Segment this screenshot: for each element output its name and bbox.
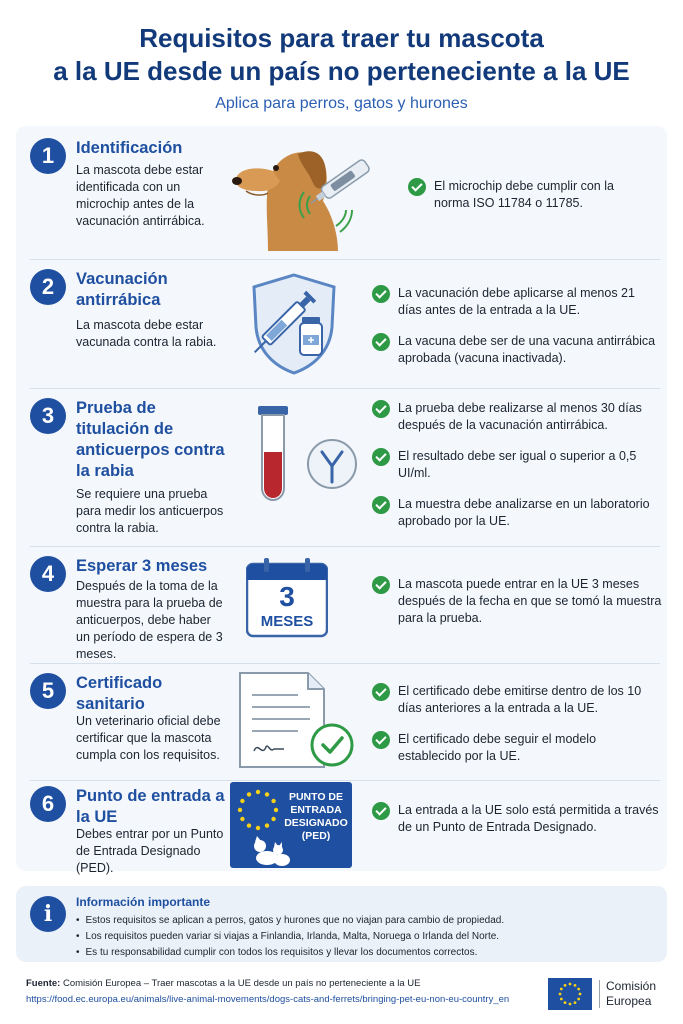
check-icon bbox=[372, 683, 390, 701]
step-checks bbox=[372, 802, 662, 850]
check-item bbox=[372, 448, 662, 482]
check-icon bbox=[372, 731, 390, 749]
step-description: La mascota debe estar identificada con un microchip antes de la vacunación antirrábica. bbox=[76, 163, 205, 228]
logo-text-line1: Comisión bbox=[606, 979, 657, 993]
check-text: El resultado debe ser igual o superior a 0,5 UI/ml. bbox=[398, 449, 637, 480]
check-item bbox=[372, 802, 662, 836]
eu-star bbox=[574, 984, 577, 987]
check-icon bbox=[408, 178, 426, 196]
eu-star bbox=[560, 988, 563, 991]
eu-star bbox=[560, 998, 563, 1001]
step-checks bbox=[372, 285, 662, 381]
certificate-illustration bbox=[238, 671, 358, 771]
info-list bbox=[76, 913, 504, 961]
step-title: Vacunación antirrábica bbox=[76, 270, 168, 309]
step-number: 1 bbox=[30, 138, 66, 174]
eu-star bbox=[238, 808, 242, 812]
check-text: La vacuna debe ser de una vacuna antirrábica aprobada (vacuna inactivada). bbox=[398, 334, 656, 365]
footer-source bbox=[26, 978, 420, 989]
eu-star bbox=[271, 799, 275, 803]
info-title: Información importante bbox=[76, 895, 211, 909]
check-text: La vacunación debe aplicarse al menos 21 días antes de la entrada a la UE. bbox=[398, 286, 635, 317]
step-title: Punto de entrada a la UE bbox=[76, 787, 225, 826]
step-description: Un veterinario oficial debe certificar que la mascota cumpla con los requisitos. bbox=[76, 714, 221, 762]
eu-star bbox=[265, 823, 269, 827]
eu-star bbox=[574, 1001, 577, 1004]
eu-star bbox=[564, 1001, 567, 1004]
check-text: La mascota puede entrar en la UE 3 meses después de la fecha en que se tomó la muestra para la prueba. bbox=[398, 577, 662, 625]
check-text: El microchip debe cumplir con la norma ISO 11784 o 11785. bbox=[434, 179, 614, 210]
dog-icon bbox=[228, 136, 388, 251]
step-health-certificate bbox=[16, 663, 667, 780]
calendar-number: 3 bbox=[279, 581, 295, 612]
check-item bbox=[372, 333, 662, 367]
eu-flag-icon bbox=[548, 978, 592, 1010]
shield-icon bbox=[248, 271, 340, 376]
logo-text-line2: Europea bbox=[606, 994, 652, 1008]
check-text: El certificado debe seguir el modelo establecido por la UE. bbox=[398, 732, 597, 763]
eu-star bbox=[247, 823, 251, 827]
check-item bbox=[372, 731, 662, 765]
step-checks bbox=[372, 683, 662, 779]
check-item bbox=[372, 683, 662, 717]
page-subtitle: Aplica para perros, gatos y hurones bbox=[215, 95, 468, 112]
certificate-icon bbox=[238, 671, 358, 771]
step-number: 2 bbox=[30, 269, 66, 305]
test-tube-icon bbox=[254, 404, 364, 504]
logo-separator bbox=[599, 980, 600, 1008]
step-number: 4 bbox=[30, 556, 66, 592]
step-wait-3-months bbox=[16, 546, 667, 663]
step-number: 5 bbox=[30, 673, 66, 709]
eu-star bbox=[274, 808, 278, 812]
ped-badge-text: PUNTO DE ENTRADA DESIGNADO (PED) bbox=[284, 791, 348, 842]
eu-star bbox=[271, 817, 275, 821]
eu-star bbox=[577, 988, 580, 991]
logo-text bbox=[606, 979, 656, 1009]
info-item: • Los requisitos pueden variar si viajas a Finlandia, Irlanda, Malta, Noruega o Irlanda del Norte. bbox=[76, 929, 504, 945]
check-item bbox=[372, 576, 662, 627]
step-antibody-test bbox=[16, 388, 667, 546]
step-title: Certificado sanitario bbox=[76, 674, 163, 713]
page-title-line1: Requisitos para traer tu mascota bbox=[139, 23, 544, 53]
dog-microchip-illustration bbox=[228, 136, 388, 251]
check-item bbox=[372, 285, 662, 319]
step-checks bbox=[372, 400, 662, 544]
step-number: 3 bbox=[30, 398, 66, 434]
eu-star bbox=[256, 826, 260, 830]
step-number: 6 bbox=[30, 786, 66, 822]
check-icon bbox=[372, 285, 390, 303]
eu-star bbox=[240, 799, 244, 803]
check-icon bbox=[372, 576, 390, 594]
check-icon bbox=[372, 448, 390, 466]
footer-source-link[interactable]: https://food.ec.europa.eu/animals/live-animal-movements/dogs-cats-and-ferrets/bringing-pet-eu-non-eu-country_en bbox=[26, 994, 510, 1005]
footer-source-label: Fuente: bbox=[26, 978, 61, 989]
step-checks bbox=[372, 576, 662, 641]
check-text: La entrada a la UE solo está permitida a través de un Punto de Entrada Designado. bbox=[398, 803, 659, 834]
step-title: Esperar 3 meses bbox=[76, 557, 208, 575]
european-commission-logo bbox=[548, 978, 668, 1012]
step-entry-point bbox=[16, 780, 667, 875]
eu-star bbox=[577, 998, 580, 1001]
check-item bbox=[372, 400, 662, 434]
info-item: • Estos requisitos se aplican a perros, gatos y hurones que no viajan para cambio de propiedad. bbox=[76, 913, 504, 929]
check-icon bbox=[372, 400, 390, 418]
step-title: Identificación bbox=[76, 139, 183, 157]
blood-test-illustration bbox=[254, 404, 364, 504]
check-item bbox=[372, 496, 662, 530]
step-description: Después de la toma de la muestra para la prueba de anticuerpos, debe haber un período de espera de 3 meses. bbox=[76, 579, 223, 661]
eu-star bbox=[240, 817, 244, 821]
shield-vaccine-illustration bbox=[248, 271, 340, 376]
step-description: Debes entrar por un Punto de Entrada Designado (PED). bbox=[76, 827, 224, 875]
page-title bbox=[0, 22, 683, 88]
calendar-label: MESES bbox=[260, 613, 314, 630]
eu-star bbox=[265, 792, 269, 796]
ped-badge bbox=[230, 782, 352, 868]
footer-source-text: Comisión Europea – Traer mascotas a la UE desde un país no perteneciente a la UE bbox=[62, 978, 421, 989]
calendar-illustration bbox=[246, 556, 328, 638]
check-text: La muestra debe analizarse en un laboratorio aprobado por la UE. bbox=[398, 497, 650, 528]
step-rabies-vaccination bbox=[16, 259, 667, 388]
eu-star bbox=[247, 792, 251, 796]
eu-star bbox=[569, 1003, 572, 1006]
check-text: La prueba debe realizarse al menos 30 días después de la vacunación antirrábica. bbox=[398, 401, 642, 432]
info-icon: i bbox=[30, 896, 66, 932]
info-item: • Es tu responsabilidad cumplir con todos los requisitos y llevar los documentos correctos. bbox=[76, 945, 504, 961]
check-icon bbox=[372, 802, 390, 820]
important-info-box bbox=[16, 886, 667, 962]
eu-star bbox=[569, 983, 572, 986]
step-description: Se requiere una prueba para medir los anticuerpos contra la rabia. bbox=[76, 487, 224, 535]
eu-star bbox=[564, 984, 567, 987]
eu-star bbox=[256, 790, 260, 794]
check-icon bbox=[372, 496, 390, 514]
step-title: Prueba de titulación de anticuerpos contra la rabia bbox=[76, 399, 225, 480]
check-item bbox=[408, 178, 648, 212]
check-text: El certificado debe emitirse dentro de los 10 días anteriores a la entrada a la UE. bbox=[398, 684, 642, 715]
eu-star bbox=[559, 993, 562, 996]
eu-star bbox=[579, 993, 582, 996]
check-icon bbox=[372, 333, 390, 351]
page-title-line2: a la UE desde un país no perteneciente a la UE bbox=[53, 56, 630, 86]
step-checks bbox=[408, 178, 648, 226]
step-identification bbox=[16, 126, 667, 259]
step-description: La mascota debe estar vacunada contra la rabia. bbox=[76, 318, 217, 349]
